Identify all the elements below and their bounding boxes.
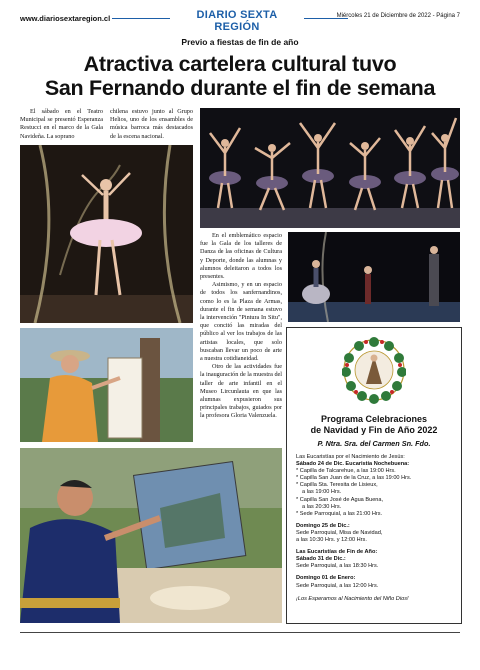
schedule-sat31-item: Sede Parroquial, a las 18:30 Hrs. <box>296 563 379 570</box>
photo-dancers-stage <box>288 232 460 322</box>
article-paragraph-1: En el emblemático espacio fue la Gala de los talleres de Danza de las oficinas de Cultura y Deporte, donde las alumnas y alumnos deleitaron a todos los presentes. <box>200 232 282 281</box>
schedule-closing: ¡Los Esperamos al Nacimiento del Niño Dios! <box>296 595 409 602</box>
photo-dancers-group <box>200 108 460 228</box>
date-page: Miércoles 21 de Diciembre de 2022 - Página 7 <box>336 13 460 19</box>
schedule-intro: Las Eucaristías por el Nacimiento de Jesús: <box>296 454 405 460</box>
parish-program-box <box>286 327 462 624</box>
schedule-sat24-item: * Capilla Sta. Teresita de Lisieux, <box>296 482 378 489</box>
program-title-line-2: de Navidad y Fin de Año 2022 <box>310 425 438 435</box>
schedule-sat24-head: Sábado 24 de Dic. Eucaristía Nochebuena: <box>296 461 410 468</box>
article-col-3 <box>200 232 282 421</box>
schedule-sun25-item: Sede Parroquial, Misa de Navidad, <box>296 529 383 536</box>
photo-painter-hat <box>20 328 193 442</box>
article-paragraph-3: Otro de las actividades fue la inauguración de la muestra del taller de arte infantil en el Museo Lircunlauta en que las alumnas expusieron sus principales trabajos, guiados por la profesora Gloria Valenzuela. <box>200 363 282 420</box>
schedule-sat24-item: * Capilla de Talcarehue, a las 19:00 Hrs. <box>296 468 396 475</box>
bottom-rule <box>20 632 460 633</box>
article-headline <box>10 52 470 100</box>
article-col-2: chilena estuvo junto al Grupo Helios, uno de los ensambles de música barroca más destacados de la escena nacional. <box>110 108 193 140</box>
schedule-jan1-item: Sede Parroquial, a las 12:00 Hrs. <box>296 582 379 589</box>
paper-name: DIARIO SEXTA REGIÓN <box>196 9 278 33</box>
schedule-newyear-head: Las Eucaristías de Fin de Año: <box>296 549 378 556</box>
headline-line-2: San Fernando durante el fin de semana <box>44 76 436 100</box>
schedule-sat31-head: Sábado 31 de Dic.: <box>296 556 346 563</box>
schedule-sat24-item: * Capilla San José de Agua Buena, <box>296 496 384 503</box>
photo-ballerina <box>20 145 193 323</box>
photo-painter-easel <box>20 448 282 623</box>
schedule-jan1-head: Domingo 01 de Enero: <box>296 575 356 582</box>
parish-seal-icon <box>342 334 406 406</box>
program-title <box>287 414 461 436</box>
article-col-1: El sábado en el Teatro Municipal se presentó Esperanza Restucci en el marco de la Gala Navideña. La soprano <box>20 108 103 140</box>
headline-line-1: Atractiva cartelera cultural tuvo <box>83 52 397 76</box>
schedule-sat24-item: a las 20:30 Hrs. <box>302 503 342 510</box>
schedule-sat24-item: * Sede Parroquial, a las 21:00 Hrs. <box>296 510 383 517</box>
program-schedule <box>296 454 456 603</box>
program-title-line-1: Programa Celebraciones <box>320 414 428 424</box>
schedule-sun25-head: Domingo 25 de Dic.: <box>296 522 350 529</box>
website-url[interactable]: www.diariosextaregion.cl <box>20 14 111 23</box>
program-subtitle: P. Ntra. Sra. del Carmen Sn. Fdo. <box>317 439 431 448</box>
schedule-sat24-item: * Capilla San Juan de la Cruz, a las 19:00 Hrs. <box>296 475 412 482</box>
schedule-sat24-item: a las 19:00 Hrs. <box>302 489 342 496</box>
header-rule-left <box>112 18 170 19</box>
article-kicker: Previo a fiestas de fin de año <box>181 37 299 47</box>
schedule-sun25-item: a las 10:30 Hrs. y 12:00 Hrs. <box>296 537 367 544</box>
article-paragraph-2: Asimismo, y en un espacio de todos los sanfernandinos, como lo es la Plaza de Armas, durante el fin de semana estuvo la intervención "Pintura In Situ", que concitó las miradas del público al ver los trabajos de las artistas locales, que solo buscaban llevar un poco de arte a nuestra cotidianeidad. <box>200 281 282 363</box>
